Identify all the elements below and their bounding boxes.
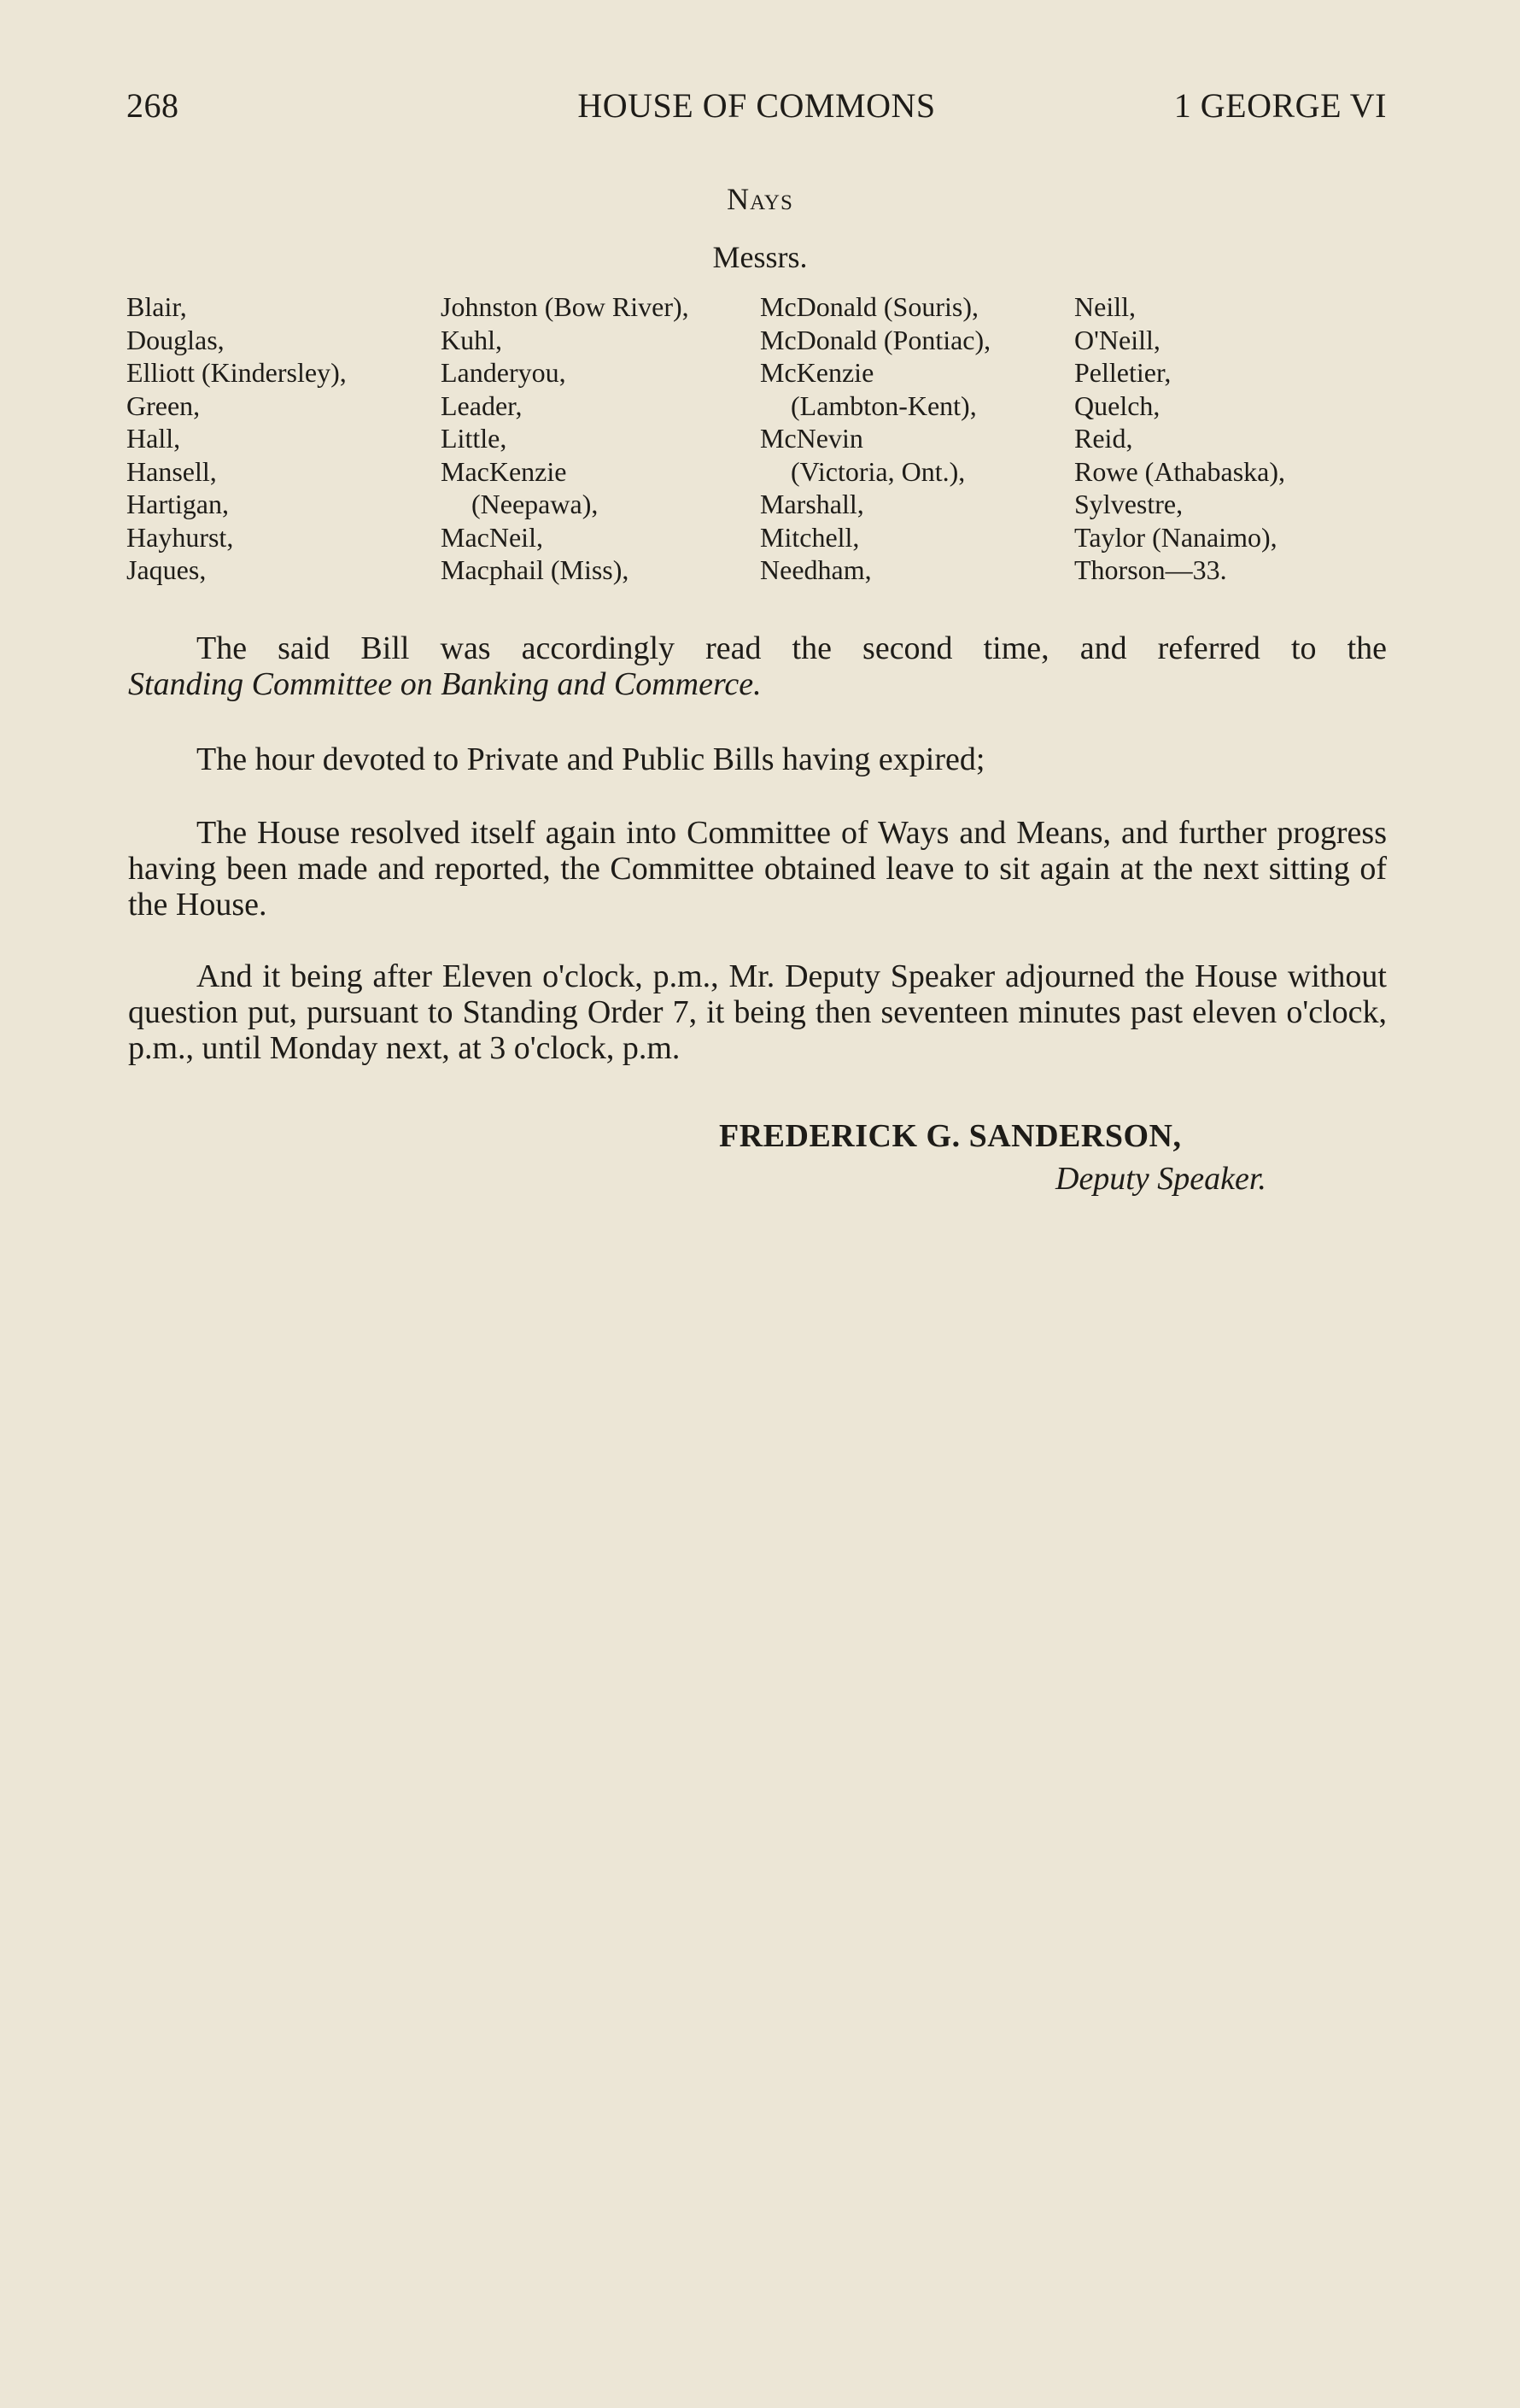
nays-heading: Nays — [727, 182, 793, 216]
paragraph-text: And it being after Eleven o'clock, p.m., Mr. Deputy Speaker adjourned the House without question put, pursuant to Standing Order 7, it being then seventeen minutes past eleven o'clock, p.m., until Monday next, at 3 o'clock, p.m. — [128, 958, 1387, 1066]
member-name: Taylor (Nanaimo), — [1074, 521, 1277, 553]
regnal-year: 1 GEORGE VI — [1173, 86, 1387, 125]
member-name: Sylvestre, — [1074, 489, 1184, 519]
member-name: O'Neill, — [1074, 324, 1160, 355]
name-column-1 — [126, 290, 347, 587]
page-header — [126, 85, 1387, 128]
name-column-3 — [760, 290, 991, 587]
member-name: McKenzie — [760, 357, 874, 388]
member-name: Hall, — [126, 423, 181, 454]
name-column-2 — [441, 290, 689, 587]
running-title: HOUSE OF COMMONS — [577, 86, 936, 125]
member-name-continuation: (Lambton-Kent), — [791, 390, 977, 421]
paragraph-adjournment — [128, 958, 1387, 1066]
member-name: McDonald (Souris), — [760, 291, 979, 322]
paragraph-text: The House resolved itself again into Committee of Ways and Means, and further progress having been made and reported, the Committee obtained leave to sit again at the next sitting of the House. — [128, 815, 1387, 923]
member-name: Johnston (Bow River), — [441, 291, 689, 322]
member-name: Rowe (Athabaska), — [1074, 455, 1286, 487]
member-name: McDonald (Pontiac), — [760, 324, 991, 355]
signature-name: FREDERICK G. SANDERSON, — [719, 1118, 1182, 1154]
member-name-continuation: (Neepawa), — [471, 489, 599, 519]
messrs-label: Messrs. — [712, 240, 808, 274]
member-name: Blair, — [126, 291, 187, 322]
member-name: Kuhl, — [441, 324, 502, 355]
member-name: Douglas, — [126, 324, 225, 355]
member-name: Marshall, — [760, 489, 864, 519]
committee-name-italic: Standing Committee on Banking and Commerce. — [128, 666, 762, 702]
member-name: Needham, — [760, 554, 872, 585]
member-name: Pelletier, — [1074, 357, 1172, 388]
member-name: Elliott (Kindersley), — [126, 357, 347, 388]
name-column-4 — [1074, 290, 1285, 587]
paragraph-ways-and-means — [128, 815, 1387, 923]
member-name: MacKenzie — [441, 455, 567, 487]
paragraph-hour-expired — [128, 741, 1387, 777]
member-name: Leader, — [441, 390, 523, 421]
member-name: Hansell, — [126, 455, 217, 487]
member-name: Quelch, — [1074, 390, 1160, 421]
member-name: Reid, — [1074, 423, 1133, 454]
member-name: Neill, — [1074, 291, 1136, 322]
member-name: Green, — [126, 390, 201, 421]
member-name: McNevin — [760, 423, 863, 454]
paragraph-text: The hour devoted to Private and Public Bills having expired; — [196, 741, 985, 777]
member-name: Jaques, — [126, 554, 207, 585]
member-name-continuation: (Victoria, Ont.), — [791, 455, 966, 487]
paragraph-line: The said Bill was accordingly read the second time, and referred to the — [196, 630, 1387, 666]
member-name: Little, — [441, 423, 507, 454]
page-number: 268 — [126, 86, 179, 125]
member-name: Landeryou, — [441, 357, 566, 388]
member-name: Hartigan, — [126, 489, 229, 519]
paragraph-second-reading — [128, 630, 1387, 702]
member-name: Hayhurst, — [126, 521, 234, 553]
committee-name — [128, 666, 1387, 702]
member-name: Mitchell, — [760, 521, 860, 553]
member-name: Macphail (Miss), — [441, 554, 629, 585]
member-name: MacNeil, — [441, 521, 543, 553]
member-name: Thorson—33. — [1074, 554, 1227, 585]
signature-title: Deputy Speaker. — [1055, 1161, 1266, 1197]
